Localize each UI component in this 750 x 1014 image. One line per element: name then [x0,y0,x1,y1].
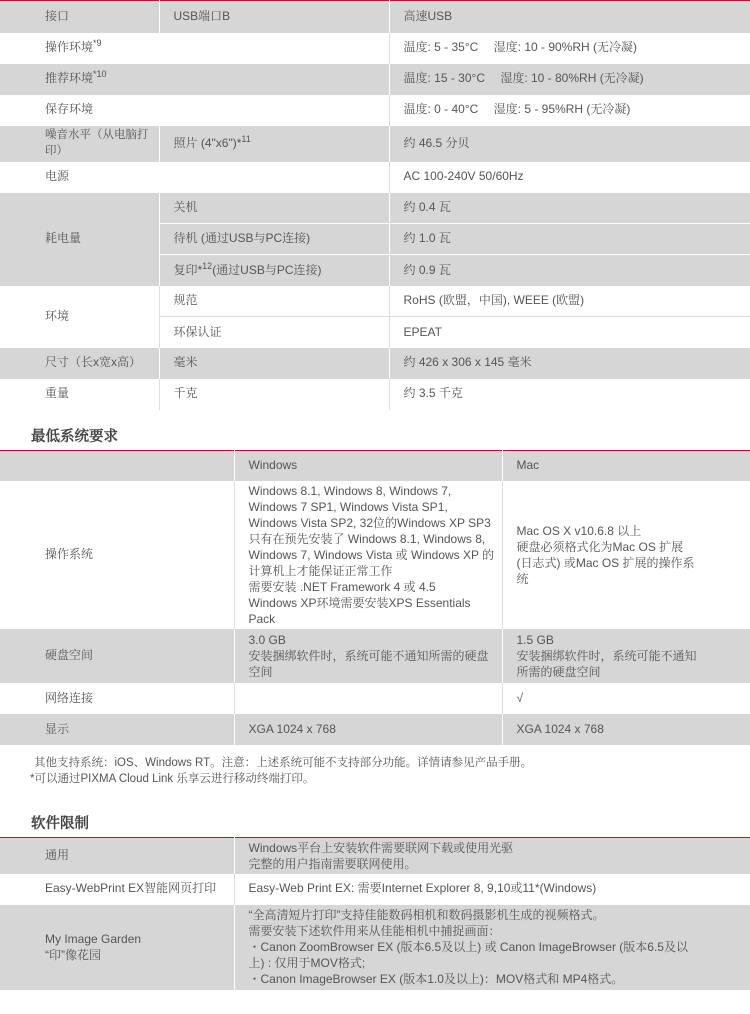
spec-value: 约 426 x 306 x 145 毫米 [389,348,750,379]
spec-sub [159,126,389,162]
software-row-mig [0,905,750,990]
sysreq-row-disk [0,629,750,683]
spec-label: 耗电量 [0,193,159,286]
spec-sub: 千克 [159,379,389,410]
os-windows [234,481,502,629]
spec-label: 电源 [0,162,389,193]
sysreq-row-network [0,683,750,714]
spec-row-op-env [0,33,750,64]
text-line: “印”像花园 [45,948,101,962]
software-row-easyweb [0,874,750,905]
text-line: 硬盘必须格式化为Mac OS 扩展 [516,540,684,554]
text-line: Windows 8.1, Windows 8, Windows 7, [248,484,452,498]
text-line: Windows平台上安装软件需要联网下载或使用光驱 [248,840,514,855]
text-line: Windows 7 SP1, Windows Vista SP1, [248,500,448,514]
software-row-general [0,838,750,874]
spec-label [0,64,389,95]
spec-value: RoHS (欧盟，中国), WEEE (欧盟) [389,286,750,317]
row-label: 网络连接 [0,683,234,714]
text-line: 空间 [248,665,273,679]
column-header-windows: Windows [234,450,502,481]
spec-row-rec-env [0,64,750,95]
sysreq-table [0,450,750,746]
row-value [234,905,750,990]
spec-row-weight [0,379,750,410]
text-line: (日志式) 或Mac OS 扩展的操作系 [516,556,695,570]
sysreq-header [0,410,750,450]
row-label: 显示 [0,714,234,745]
spec-sub-text: (通过USB与PC连接) [212,262,322,277]
footnote-mark: 11 [241,133,251,144]
footnote-mark: *10 [93,69,107,80]
text-line: 需要安装 .NET Framework 4 或 4.5 [248,580,436,594]
spec-value: EPEAT [389,317,750,348]
text-line: 安装捆绑软件时，系统可能不通知 [516,649,697,663]
text-line: 1.5 GB [516,633,554,647]
disk-windows [234,629,502,683]
spec-label: 噪音水平（从电脑打印） [0,126,159,162]
text-line: My Image Garden [45,932,142,946]
row-label: 操作系统 [0,481,234,629]
text-line: 统 [516,572,529,586]
text-line: 只有在预先安装了 Windows 8.1, Windows 8, [248,532,486,546]
text-line: Mac OS X v10.6.8 以上 [516,524,642,538]
spec-sub: USB端口B [159,1,389,33]
spec-row-interface [0,1,750,33]
text-line: “全高清短片打印”支持佳能数码相机和数码摄影机生成的视频格式。 [248,908,605,922]
sysreq-head-row [0,450,750,481]
spec-sub-text: 复印* [173,262,203,277]
text-line: Pack [248,612,276,626]
section-title: 软件限制 [31,816,89,832]
text-line: 计算机上才能保证正常工作 [248,564,393,578]
text-line: Windows XP环境需要安装XPS Essentials [248,596,471,610]
spec-table [0,0,750,410]
display-mac: XGA 1024 x 768 [502,714,750,745]
spec-sub: 待机 (通过USB与PC连接) [159,224,389,255]
notes [0,745,750,787]
spec-value: 约 46.5 分贝 [389,126,750,162]
text-line: 安装捆绑软件时，系统可能不通知所需的硬盘 [248,649,489,663]
spec-label-text: 操作环境 [45,40,94,55]
spec-sub-text: 照片 (4"x6")* [173,135,242,150]
text-line: 需要安装下述软件用来从佳能相机中捕捉画面： [248,924,501,938]
note-line: 其他支持系统：iOS、Windows RT。注意：上述系统可能不支持部分功能。详情请参见产品手册。 [34,757,533,769]
spec-sub [159,255,389,286]
row-value: Easy-Web Print EX: 需要Internet Explorer 8, 9,10或11*(Windows) [234,874,750,905]
text-line: 3.0 GB [248,633,286,647]
sysreq-row-os [0,481,750,629]
spec-value: 约 0.9 瓦 [389,255,750,286]
row-label: 通用 [0,838,234,874]
spec-label-text: 推荐环境 [45,71,94,86]
spec-value: 温度: 15 - 30°C 湿度: 10 - 80%RH (无冷凝) [389,64,750,95]
text-line: Windows Vista SP2, 32位的Windows XP SP3 [248,516,491,530]
spec-sub: 环保认证 [159,317,389,348]
spec-value: 高速USB [389,1,750,33]
network-windows [234,683,502,714]
spec-sub: 毫米 [159,348,389,379]
sysreq-row-display [0,714,750,745]
os-mac [502,481,750,629]
spec-value: 温度: 0 - 40°C 湿度: 5 - 95%RH (无冷凝) [389,95,750,126]
spec-value: 温度: 5 - 35°C 湿度: 10 - 90%RH (无冷凝) [389,33,750,64]
spec-label: 保存环境 [0,95,389,126]
spec-value: 约 1.0 瓦 [389,224,750,255]
text-line: ・Canon ZoomBrowser EX (版本6.5及以上) 或 Canon ImageBrowser (版本6.5及以 [248,940,688,954]
spec-label: 重量 [0,379,159,410]
column-header-mac: Mac [502,450,750,481]
spec-label: 环境 [0,286,159,348]
row-value [234,838,750,874]
text-line: 上) : 仅用于MOV格式; [248,956,366,970]
spec-row-environment [0,286,750,317]
spec-label [0,33,389,64]
row-label: 硬盘空间 [0,629,234,683]
network-mac: √ [502,683,750,714]
spec-row-dimensions [0,348,750,379]
spec-label: 接口 [0,1,159,33]
row-label: Easy-WebPrint EX智能网页打印 [0,874,234,905]
footnote-mark: 12 [202,260,213,271]
spec-row-power [0,162,750,193]
spec-row-storage-env [0,95,750,126]
disk-mac [502,629,750,683]
spec-sub: 规范 [159,286,389,317]
note-line: *可以通过PIXMA Cloud Link 乐享云进行移动终端打印。 [30,773,315,785]
spec-row-consumption [0,193,750,224]
software-header [0,787,750,837]
spec-value: AC 100-240V 50/60Hz [389,162,750,193]
spec-row-noise [0,126,750,162]
text-line: 完整的用户指南需要联网使用。 [248,856,417,871]
display-windows: XGA 1024 x 768 [234,714,502,745]
spec-sub: 关机 [159,193,389,224]
column-header-empty [0,450,234,481]
section-title: 最低系统要求 [31,429,118,445]
spec-value: 约 0.4 瓦 [389,193,750,224]
text-line: ・Canon ImageBrowser EX (版本1.0及以上)：MOV格式和 MP4格式。 [248,972,624,986]
row-label [0,905,234,990]
spec-value: 约 3.5 千克 [389,379,750,410]
footnote-mark: *9 [93,38,102,49]
text-line: 所需的硬盘空间 [516,665,601,679]
software-table [0,837,750,990]
spec-label: 尺寸（长x宽x高） [0,348,159,379]
text-line: Windows 7, Windows Vista 或 Windows XP 的 [248,548,495,562]
